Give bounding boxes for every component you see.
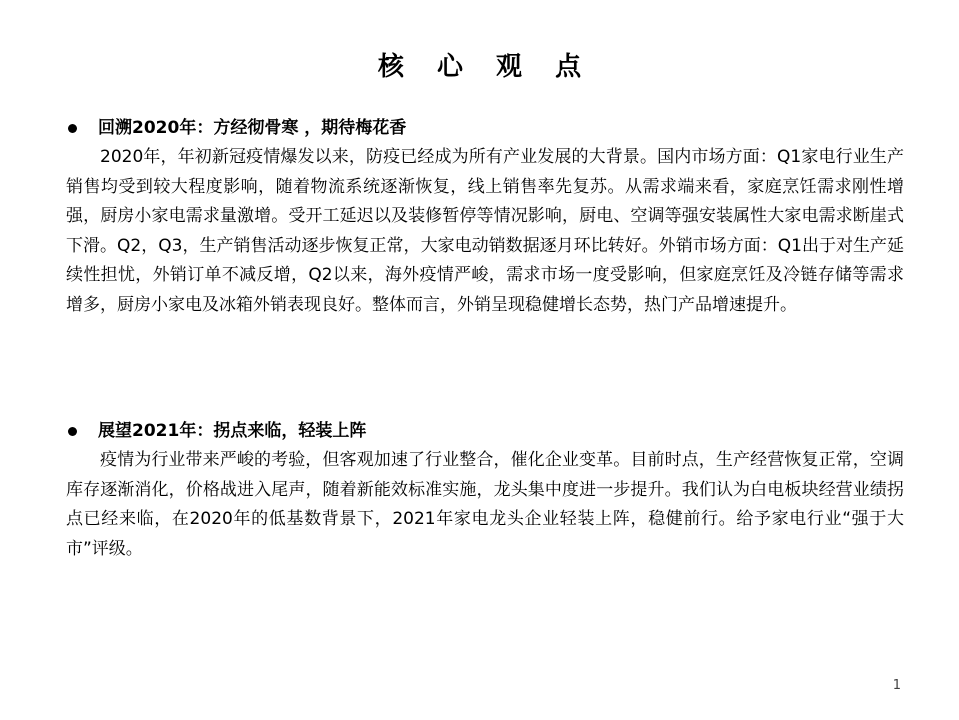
section-outlook-2021 (66, 416, 904, 564)
bullet-icon (68, 427, 77, 436)
section-heading-text: 展望2021年：拐点来临，轻装上阵 (98, 421, 367, 441)
section-heading-text: 回溯2020年：方经彻骨寒 ，期待梅花香 (98, 118, 407, 138)
bullet-icon (68, 124, 77, 133)
page-title: 核 心 观 点 (377, 52, 594, 82)
section-body: 2020年，年初新冠疫情爆发以来，防疫已经成为所有产业发展的大背景。国内市场方面：Q1家电行业生产销售均受到较大程度影响，随着物流系统逐渐恢复，线上销售率先复苏。从需求端来看，家庭烹饪需求刚性增强，厨房小家电需求量激增。受开工延迟以及装修暂停等情况影响，厨电、空调等强安装属性大家电需求断崖式下滑。Q2，Q3，生产销售活动逐步恢复正常，大家电动销数据逐月环比转好。外销市场方面：Q1出于对生产延续性担忧，外销订单不减反增，Q2以来，海外疫情严峻，需求市场一度受影响，但家庭烹饪及冷链存储等需求增多，厨房小家电及冰箱外销表现良好。整体而言，外销呈现稳健增长态势，热门产品增速提升。 (66, 147, 904, 315)
page-number: 1 (892, 678, 901, 693)
section-heading (66, 113, 904, 143)
section-body: 疫情为行业带来严峻的考验，但客观加速了行业整合，催化企业变革。目前时点，生产经营恢复正常，空调库存逐渐消化，价格战进入尾声，随着新能效标准实施，龙头集中度进一步提升。我们认为白电板块经营业绩拐点已经来临，在2020年的低基数背景下，2021年家电龙头企业轻装上阵，稳健前行。给予家电行业“强于大市”评级。 (66, 450, 904, 559)
section-review-2020 (66, 113, 904, 320)
section-heading (66, 416, 904, 446)
